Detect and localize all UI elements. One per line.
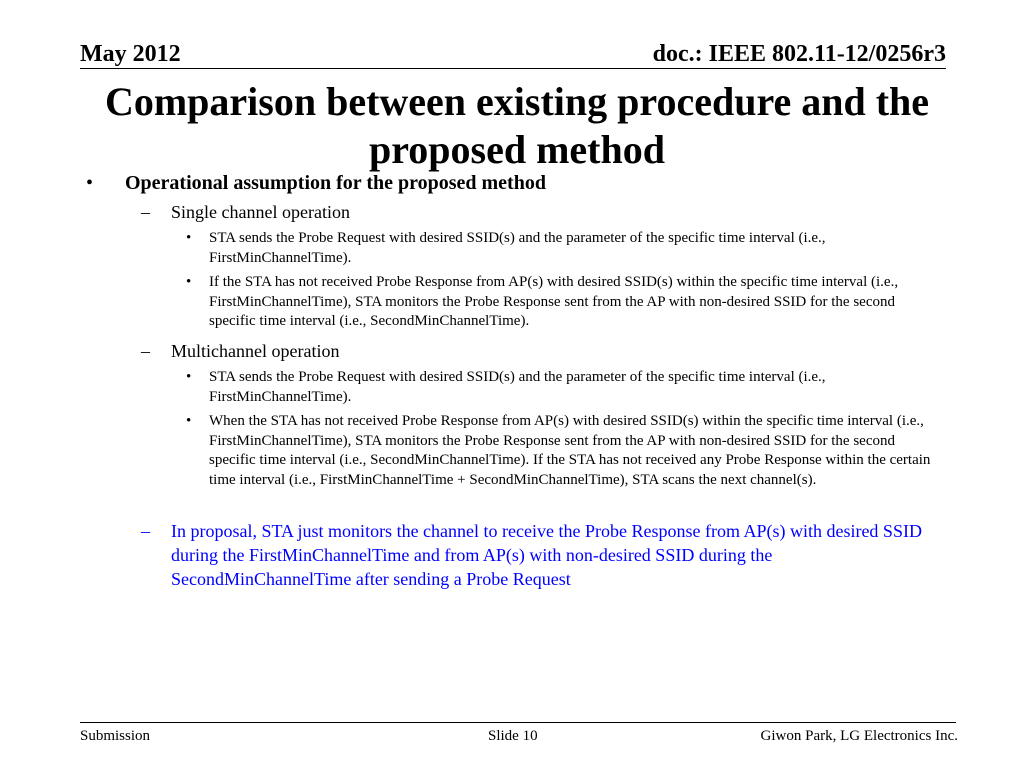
footer-divider: [80, 722, 956, 723]
dash-icon: –: [141, 521, 150, 541]
header-doc-id: doc.: IEEE 802.11-12/0256r3: [652, 41, 946, 67]
single-channel-item-2: If the STA has not received Probe Response from AP(s) with desired SSID(s) within the specific time interval (i.e., FirstMinChannelTime), STA monitors the Probe Response sent from the AP with non-desired SSID for the second specific time interval (i.e., SecondMinChannelTime).: [209, 274, 899, 329]
proposal-text: In proposal, STA just monitors the channel to receive the Probe Response from AP(s) with desired SSID during the FirstMinChannelTime and from AP(s) with non-desired SSID during the SecondMinChannelTime after sending a Probe Request: [171, 521, 922, 589]
dash-icon: –: [141, 202, 150, 222]
footer-author: Giwon Park, LG Electronics Inc.: [760, 728, 958, 744]
main-bullet-text: Operational assumption for the proposed method: [125, 172, 546, 194]
single-channel-item-1: STA sends the Probe Request with desired SSID(s) and the parameter of the specific time interval (i.e., FirstMinChannelTime).: [209, 230, 826, 266]
slide-title: Comparison between existing procedure and the proposed method: [104, 79, 930, 172]
bullet-icon: •: [86, 172, 94, 194]
bullet-icon: •: [186, 274, 192, 290]
bullet-icon: •: [186, 230, 192, 246]
bullet-icon: •: [186, 369, 192, 385]
multichannel-heading: Multichannel operation: [171, 341, 340, 361]
footer-submission: Submission: [80, 728, 151, 744]
dash-icon: –: [141, 341, 150, 361]
bullet-icon: •: [186, 413, 192, 429]
header-divider: [80, 68, 946, 69]
multichannel-item-2: When the STA has not received Probe Response from AP(s) with desired SSID(s) within the specific time interval (i.e., FirstMinChannelTime), STA monitors the Probe Response sent from the AP with non-desired SSID for the second specific time interval (i.e., SecondMinChannelTime). If the STA has not received any Probe Response within the certain time interval (i.e., FirstMinChannelTime + SecondMinChannelTime), STA scans the next channel(s).: [209, 413, 931, 488]
footer-slide-number: Slide 10: [488, 728, 538, 744]
multichannel-item-1: STA sends the Probe Request with desired SSID(s) and the parameter of the specific time interval (i.e., FirstMinChannelTime).: [209, 369, 826, 405]
header-date: May 2012: [80, 41, 181, 67]
single-channel-heading: Single channel operation: [171, 202, 350, 222]
